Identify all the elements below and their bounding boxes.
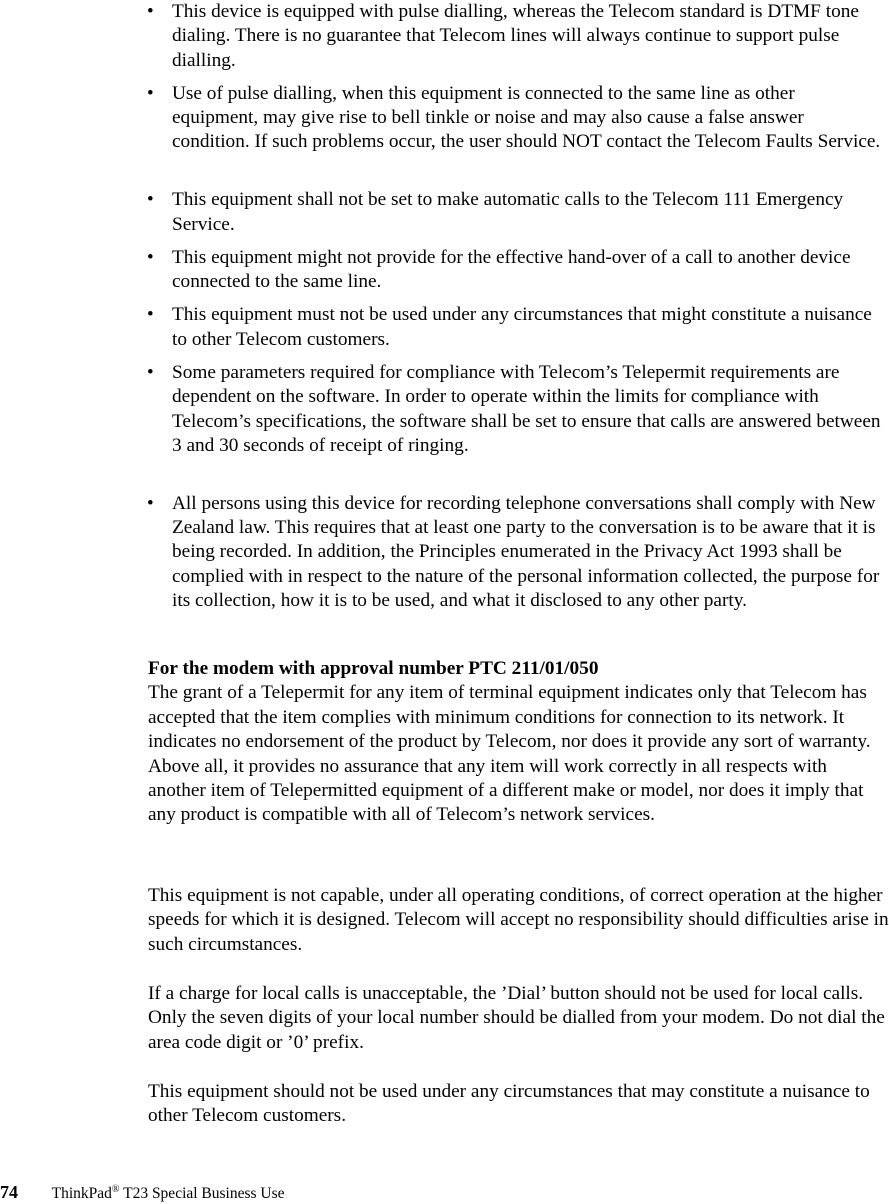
- page-footer: [0, 1180, 285, 1204]
- paragraph-speed-capability: This equipment is not capable, under all operating conditions, of correct operation at the higher speeds for which it is designed. Telecom will accept no responsibility should difficulties arise in such circumstances.: [148, 885, 889, 955]
- bullet-text: This equipment must not be used under any circumstances that might constitute a nuisance to other Telecom customers.: [172, 304, 872, 350]
- bullet-text: This equipment shall not be set to make automatic calls to the Telecom 111 Emergency Service.: [172, 189, 844, 235]
- page-number: 74: [0, 1182, 18, 1202]
- bullet-item-emergency-service: [147, 188, 885, 237]
- bullet-item-pulse-dialling: [147, 0, 885, 73]
- footer-title-rest: T23 Special Business Use: [119, 1185, 285, 1202]
- bullet-item-bell-tinkle: [147, 82, 885, 180]
- bullet-item-recording-law: [147, 492, 885, 639]
- registered-mark: ®: [111, 1184, 120, 1195]
- bullet-text: This equipment might not provide for the effective hand-over of a call to another device connected to the same line.: [172, 246, 851, 293]
- bullet-marker: •: [147, 304, 154, 326]
- bullet-text: Some parameters required for compliance with Telecom’s Telepermit requirements are dependent on the software. In order to operate within the limits for compliance with Telecom’s specifications, the software shall be set to ensure that calls are answered between 3 and 30 seconds of receipt of ringing.: [172, 361, 881, 457]
- compliance-bullet-list: [147, 0, 885, 647]
- footer-title: [52, 1185, 285, 1202]
- bullet-text: Use of pulse dialling, when this equipment is connected to the same line as other equipment, may give rise to bell tinkle or noise and may also cause a false answer condition. If such problems occur, the user should NOT contact the Telecom Faults Service.: [172, 82, 881, 153]
- bullet-marker: •: [147, 492, 154, 514]
- bullet-marker: •: [147, 82, 154, 104]
- bullet-text: All persons using this device for recording telephone conversations shall comply with New Zealand law. This requires that at least one party to the conversation is to be aware that it is being recorded. In addition, the Principles enumerated in the Privacy Act 1993 shall be complied with in respect to the nature of the personal information collected, the purpose for its collection, how it is to be used, and what it disclosed to any other party.: [172, 492, 880, 612]
- bullet-item-hand-over: [147, 246, 885, 295]
- section-body: The grant of a Telepermit for any item of terminal equipment indicates only that Telecom has accepted that the item complies with minimum conditions for connection to its network. It indicates no endorsement of the product by Telecom, nor does it provide any sort of warranty. Above all, it provides no assurance that any item will work correctly in all respects with another item of Telepermitted equipment of a different make or model, nor does it imply that any product is compatible with all of Telecom’s network services.: [148, 682, 871, 826]
- paragraph-nuisance: This equipment should not be used under any circumstances that may constitute a nuisance to other Telecom customers.: [148, 1081, 870, 1127]
- modem-approval-section: [148, 657, 889, 828]
- section-heading: For the modem with approval number PTC 211/01/050: [148, 658, 599, 679]
- bullet-marker: •: [147, 246, 154, 268]
- paragraph-local-calls: If a charge for local calls is unacceptable, the ’Dial’ button should not be used for local calls. Only the seven digits of your local number should be dialled from your modem. Do not dial the area code digit or ’0’ prefix.: [148, 983, 885, 1053]
- bullet-item-nuisance: [147, 303, 885, 352]
- bullet-item-telepermit-software: [147, 361, 885, 483]
- bullet-marker: •: [147, 1, 154, 22]
- footer-product: ThinkPad: [51, 1185, 112, 1202]
- bullet-marker: •: [147, 189, 154, 211]
- bullet-marker: •: [147, 361, 154, 383]
- bullet-text: This device is equipped with pulse dialling, whereas the Telecom standard is DTMF tone dialing. There is no guarantee that Telecom lines will always continue to support pulse dialling.: [172, 1, 859, 71]
